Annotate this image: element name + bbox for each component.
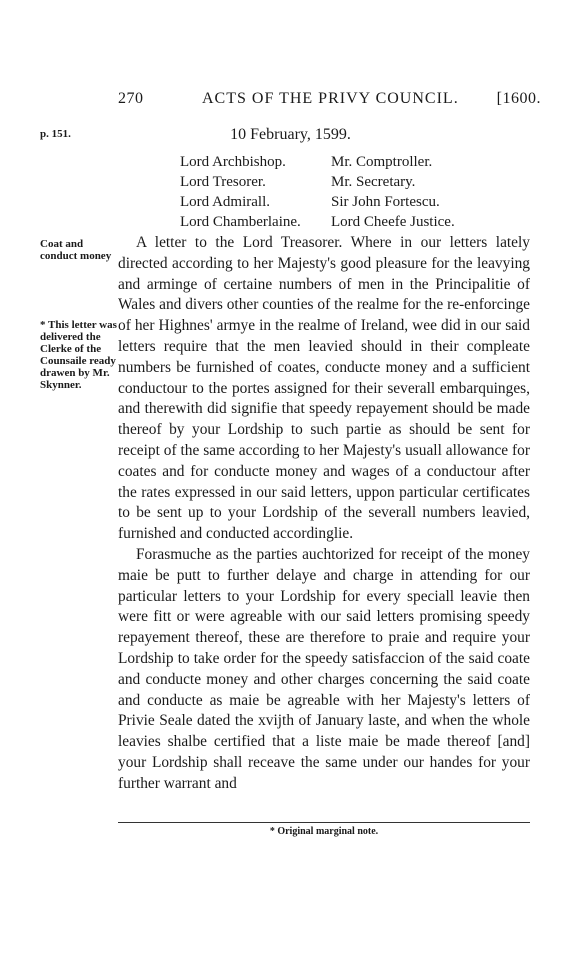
running-title: ACTS OF THE PRIVY COUNCIL. xyxy=(202,90,459,107)
attendees-row xyxy=(180,152,455,172)
attendee: Lord Tresorer. xyxy=(180,174,266,190)
running-header xyxy=(118,90,541,110)
margin-note-subject: Coat and conduct money xyxy=(40,238,112,262)
attendee: Lord Chamberlaine. xyxy=(180,214,301,230)
attendee: Sir John Fortescu. xyxy=(331,194,440,210)
attendees-row xyxy=(180,172,455,192)
attendee: Lord Cheefe Justice. xyxy=(331,214,455,230)
attendee: Mr. Comptroller. xyxy=(331,154,433,170)
attendee: Lord Admirall. xyxy=(180,194,270,210)
paragraph: Forasmuche as the parties auchtorized for receipt of the money maie be putt to further delaye and charge in attending for our particular letters to your Lordship for every speciall leavie then were fitt or were agreable with our said letters promising speedy repayement thereof, these are therefore to praie and require your Lordship to take order for the speedy satisfaccion of the said coate and conducte money and other charges concerning the said coate and conducte as maie be agreable with her Majesty's letters of Privie Seale dated the xvijth of January laste, and when the whole leavies shalbe certified that a liste maie be made thereof [and] your Lordship shall receave the same under our handes for your further warrant and xyxy=(118,545,530,792)
attendees-row xyxy=(180,212,455,232)
page-reference: p. 151. xyxy=(40,128,71,140)
letter-body xyxy=(118,233,530,795)
attendee: Lord Archbishop. xyxy=(180,154,286,170)
page-number: 270 xyxy=(118,90,144,107)
attendees-row xyxy=(180,192,455,212)
attendees-list xyxy=(180,152,455,232)
footnote: * Original marginal note. xyxy=(269,826,379,837)
margin-note-delivery: * This letter was delivered the Clerke of the Counsaile ready drawen by Mr. Skynner. xyxy=(40,319,117,391)
attendee: Mr. Secretary. xyxy=(331,174,416,190)
year-marker: [1600. xyxy=(496,90,541,107)
paragraph: A letter to the Lord Treasorer. Where in our letters lately directed according to her Majesty's good pleasure for the leavying and arminge of certaine numbers of men in the Principalitie of Wales and divers other counties of the realme for the re-enforcinge of her Highnes' armye in the realme of Ireland, wee did in our said letters require that the men leavied should in their compleate numbers be furnished of coates, conducte money and a sufficient conductour to the portes assigned for their severall embarquinges, and therewith did signifie that speedy repayement should be made thereof by your Lordship to such partie as should be sent for receipt of the same according to her Majesty's usuall allowance for coates and for conducte money and wages of a conductour after the rates expressed in our said letters, uppon particular certificates to be sent up to your Lordship of the severall numbers leavied, furnished and conducted accordinglie. xyxy=(118,234,530,543)
footnote-rule xyxy=(118,822,530,823)
entry-date: 10 February, 1599. xyxy=(230,126,351,143)
